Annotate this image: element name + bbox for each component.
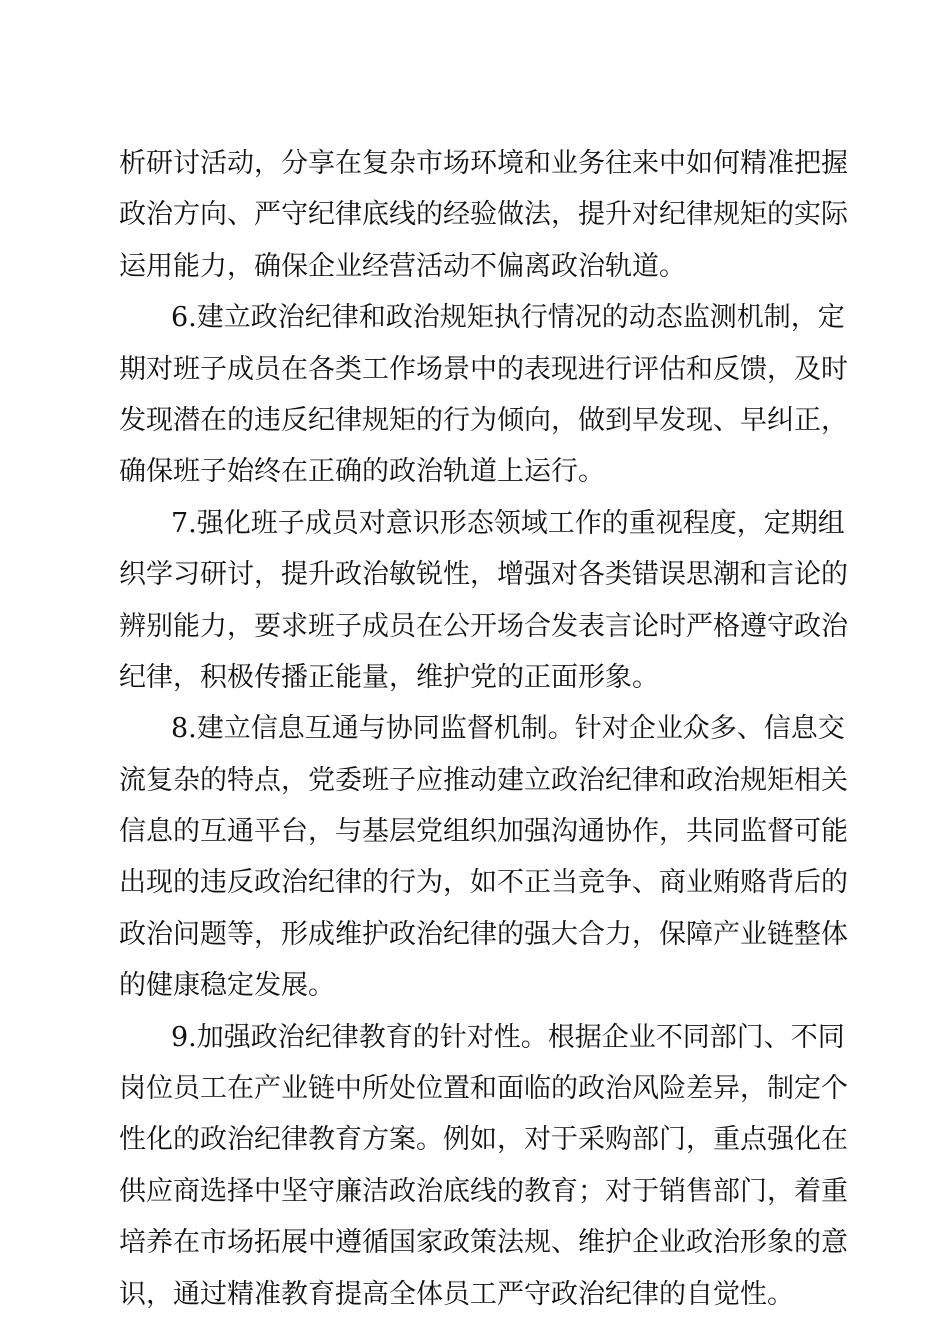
text-line: 7.强化班子成员对意识形态领域工作的重视程度，定期组 <box>171 507 845 539</box>
text-line: 出现的违反政治纪律的行为，如不正当竞争、商业贿赂背后的 <box>119 867 848 899</box>
paragraph-item-7 <box>119 498 848 704</box>
text-line: 析研讨活动，分享在复杂市场环境和业务往来中如何精准把握 <box>119 148 848 179</box>
text-line: 确保班子始终在正确的政治轨道上运行。 <box>119 456 605 488</box>
text-line: 培养在市场拓展中遵循国家政策法规、维护企业政治形象的意 <box>119 1227 848 1259</box>
text-line: 织学习研讨，提升政治敏锐性，增强对各类错误思潮和言论的 <box>119 559 848 591</box>
text-line: 发现潜在的违反纪律规矩的行为倾向，做到早发现、早纠正， <box>119 404 848 436</box>
paragraph-item-9 <box>119 1012 848 1320</box>
text-line: 信息的互通平台，与基层党组织加强沟通协作，共同监督可能 <box>119 816 848 848</box>
text-line: 政治问题等，形成维护政治纪律的强大合力，保障产业链整体 <box>119 918 848 950</box>
paragraph-item-6 <box>119 292 848 498</box>
text-line: 纪律，积极传播正能量，维护党的正面形象。 <box>119 661 659 693</box>
text-line: 的健康稳定发展。 <box>119 970 335 1002</box>
text-line: 期对班子成员在各类工作场景中的表现进行评估和反馈，及时 <box>119 353 848 385</box>
text-line: 性化的政治纪律教育方案。例如，对于采购部门，重点强化在 <box>119 1124 848 1156</box>
text-line: 9.加强政治纪律教育的针对性。根据企业不同部门、不同 <box>171 1021 845 1053</box>
text-line: 岗位员工在产业链中所处位置和面临的政治风险差异，制定个 <box>119 1073 848 1105</box>
text-line: 6.建立政治纪律和政治规矩执行情况的动态监测机制，定 <box>171 302 845 334</box>
text-line: 政治方向、严守纪律底线的经验做法，提升对纪律规矩的实际 <box>119 199 848 231</box>
document-body <box>119 138 848 1320</box>
paragraph-item-8 <box>119 703 848 1011</box>
text-line: 流复杂的特点，党委班子应推动建立政治纪律和政治规矩相关 <box>119 764 848 796</box>
text-line: 辨别能力，要求班子成员在公开场合发表言论时严格遵守政治 <box>119 610 848 642</box>
text-line: 识，通过精准教育提高全体员工严守政治纪律的自觉性。 <box>119 1278 794 1310</box>
paragraph <box>119 138 848 292</box>
text-line: 供应商选择中坚守廉洁政治底线的教育；对于销售部门，着重 <box>119 1175 848 1207</box>
text-line: 8.建立信息互通与协同监督机制。针对企业众多、信息交 <box>171 713 845 745</box>
text-line: 运用能力，确保企业经营活动不偏离政治轨道。 <box>119 250 686 282</box>
